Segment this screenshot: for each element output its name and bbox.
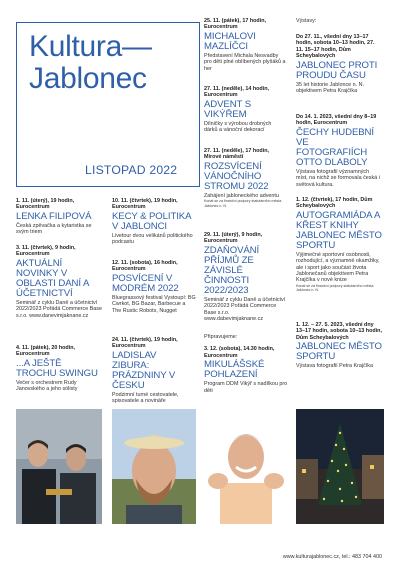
col4-event-1	[296, 34, 382, 94]
event-desc: Podzimní turné cestovatele, spisovatele a novináře	[112, 391, 179, 405]
photo-orchestra	[16, 409, 102, 524]
event-date: Do 14. 1. 2023, všední dny 8–19 hodin, Eurocentrum	[296, 114, 377, 127]
event-date: 1. 12. (čtvrtek), 17 hodin, Dům Scheybalových	[296, 197, 373, 210]
title-line-2: Jablonec	[29, 62, 147, 95]
event-desc: Seminář z cyklu Daně a účetnictví 2022/2023 Pořádá Commerce Base s.r.o. www.danevimjaknane.cz	[16, 299, 103, 319]
event-fine-print: Konat se za finanční podpory statutárního města Jablonec n. N.	[204, 199, 282, 208]
col4-event-4	[296, 322, 382, 370]
photo-christmas-tree-image	[296, 409, 384, 524]
event-desc: Výstava fotografií Petra Krajčíka	[296, 363, 374, 370]
title-line-1: Kultura—	[29, 30, 152, 63]
event-desc: Seminář z cyklu Daně a účetnictví 2022/2023 Pořádá Commerce Base s.r.o. www.dabevimjaknane.cz	[204, 296, 286, 323]
event-title[interactable]: ČECHY HUDEBNÍ VE FOTOGRAFIÍCH OTTO DLABOLY	[296, 126, 374, 168]
col3-preparing	[204, 334, 288, 394]
event-title[interactable]: AKTUÁLNÍ NOVINKY V OBLASTI DANÍ A ÚČETNICTVÍ	[16, 257, 89, 299]
col1-event-1	[16, 198, 102, 236]
event-title[interactable]: KECY & POLITIKA V JABLONCI	[112, 210, 191, 232]
col3-event-3	[204, 148, 286, 208]
col4-event-2	[296, 114, 382, 188]
col3-event-4	[204, 232, 288, 322]
event-desc: 35 let historie Jablonce n. N. objektivem Petra Krajčíka	[296, 81, 365, 95]
event-desc: Česká zpěvačka a kytaristka se svým triem	[16, 222, 92, 236]
event-title[interactable]: ROZSVÍCENÍ VÁNOČNÍHO STROMU 2022	[204, 160, 269, 192]
photo-orchestra-image	[16, 409, 102, 524]
event-desc: Livetour dvou velikánů politického podcastu	[112, 232, 193, 246]
event-title[interactable]: LENKA FILIPOVÁ	[16, 210, 92, 222]
event-date: 1. 12. – 27. 5. 2023, všední dny 13–17 hodin, sobota 10–13 hodin, Dům Scheybalových	[296, 322, 382, 341]
event-title[interactable]: MIKULÁŠSKÉ POHLAZENÍ	[204, 359, 265, 381]
photo-traveller	[112, 409, 196, 524]
event-date: Do 27. 11., všední dny 13–17 hodin, sobota 10–13 hodin, 27. 11. 15–17 hodin, Dům Scheybalových	[296, 34, 375, 60]
event-title[interactable]: JABLONEC PROTI PROUDU ČASU	[296, 59, 378, 81]
photo-entertainer-image	[204, 409, 288, 524]
col2-event-2	[112, 260, 196, 314]
event-date: 3. 12. (sobota), 14.30 hodin, Eurocentrum	[204, 346, 275, 359]
event-title[interactable]: ZDAŇOVÁNÍ PŘÍJMŮ ZE ZÁVISLÉ ČINNOSTI 2022/2023	[204, 244, 260, 296]
col1-event-3	[16, 345, 102, 393]
event-title[interactable]: MICHALOVI MAZLÍČCI	[204, 30, 256, 52]
event-title[interactable]: ADVENT S VIKÝŘEM	[204, 98, 252, 120]
event-title[interactable]: POSVÍCENÍ V MODRÉM 2022	[112, 272, 179, 294]
event-title[interactable]: ...A JEŠTĚ TROCHU SWINGU	[16, 357, 98, 379]
event-date: 1. 11. (úterý), 19 hodin, Eurocentrum	[16, 198, 75, 211]
col4-event-3	[296, 197, 382, 293]
event-desc: Večer s orchestrem Rudy Janovského a jeho sólisty	[16, 379, 78, 393]
event-date: 27. 11. (neděle), 14 hodin, Eurocentrum	[204, 86, 270, 99]
event-desc: Bluegrassový festival Vystoupí: BG Cwrkot, BG Bazar, Barbecue a The Rustic Robots, Nugget	[112, 294, 196, 314]
photo-entertainer	[204, 409, 288, 524]
event-date: 4. 11. (pátek), 20 hodin, Eurocentrum	[16, 345, 76, 358]
col2-event-3	[112, 337, 196, 405]
header-box	[16, 22, 200, 187]
month-label: LISTOPAD 2022	[85, 163, 178, 177]
event-desc: Představení Michala Nesvadby pro děti plné oblíbených plyšáků a her	[204, 52, 286, 72]
photo-christmas-tree	[296, 409, 384, 524]
exhibitions-label: Výstavy:	[296, 18, 317, 24]
event-date: 12. 11. (sobota), 16 hodin, Eurocentrum	[112, 260, 178, 273]
event-date: 24. 11. (čtvrtek), 19 hodin, Eurocentrum	[112, 337, 178, 350]
event-fine-print: Konat se za finanční podpory statutárního města Jablonec n. N.	[296, 283, 374, 293]
event-date: 27. 11. (neděle), 17 hodin, Mírové náměstí	[204, 148, 270, 161]
event-date: 10. 11. (čtvrtek), 19 hodin, Eurocentrum	[112, 198, 178, 211]
col2-event-1	[112, 198, 196, 246]
event-desc: Zahájení jabloneckého adventu	[204, 192, 279, 199]
event-desc: Program DDM Vikýř s nadílkou pro děti	[204, 381, 288, 394]
event-date: 25. 11. (pátek), 17 hodin, Eurocentrum	[204, 18, 267, 31]
footer-contact[interactable]: www.kulturajablonec.cz, tel.: 483 704 400	[282, 554, 382, 560]
preparing-label: Připravujeme:	[204, 334, 238, 340]
col3-event-1	[204, 18, 286, 72]
event-date: 3. 11. (čtvrtek), 9 hodin, Eurocentrum	[16, 245, 76, 258]
col3-event-2	[204, 86, 286, 134]
event-desc: Dílničky s výrobou drobných dárků a vánoční dekorací	[204, 120, 272, 134]
event-desc: Výstava fotografií významných míst, na nichž se formovala česká i světová kultura.	[296, 168, 380, 188]
event-desc: Výjimečné sportovní osobnosti, rozhodující, a významné okamžiky, ale i sport jako součást života Jablonečanů objektivem Petra Krajčíka v nové knize	[296, 251, 380, 284]
event-title[interactable]: LADISLAV ZIBURA: PRÁZDNINY V ČESKU	[112, 349, 176, 391]
event-date: 29. 11. (úterý), 9 hodin, Eurocentrum	[204, 232, 263, 245]
col1-event-2	[16, 245, 102, 319]
photo-traveller-image	[112, 409, 196, 524]
event-title[interactable]: JABLONEC MĚSTO SPORTU	[296, 341, 382, 363]
event-title[interactable]: AUTOGRAMIÁDA A KŘEST KNIHY JABLONEC MĚSTO SPORTU	[296, 209, 382, 251]
